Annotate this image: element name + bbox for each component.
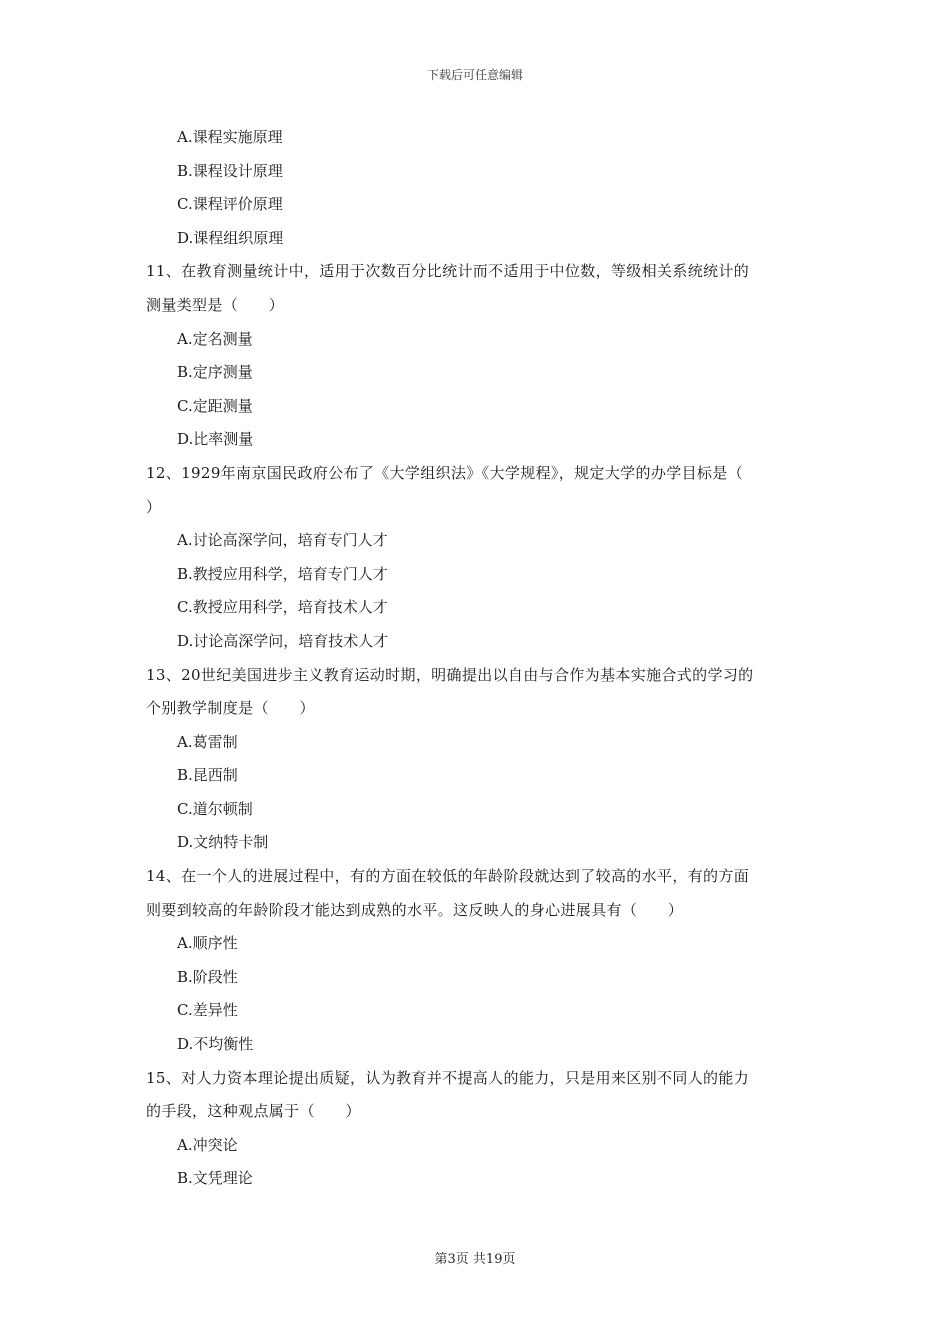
answer-option: C.差异性 (177, 1001, 238, 1020)
question-text: 11、在教育测量统计中，适用于次数百分比统计而不适用于中位数，等级相关系统统计的 (146, 262, 750, 281)
answer-option: B.课程设计原理 (177, 161, 283, 180)
answer-option: A.讨论高深学问，培育专门人才 (177, 531, 388, 550)
answer-option: C.定距测量 (177, 396, 253, 415)
answer-option: A.冲突论 (177, 1135, 238, 1154)
question-text: 测量类型是（ ） (146, 295, 285, 314)
answer-option: C.教授应用科学，培育技术人才 (177, 598, 388, 617)
question-text: 的手段，这种观点属于（ ） (146, 1102, 361, 1121)
answer-option: B.文凭理论 (177, 1169, 253, 1188)
answer-option: B.阶段性 (177, 967, 238, 986)
answer-option: C.课程评价原理 (177, 195, 283, 214)
answer-option: C.道尔顿制 (177, 799, 253, 818)
question-text: 则要到较高的年龄阶段才能达到成熟的水平。这反映人的身心进展具有（ ） (146, 900, 684, 919)
question-text: 13、20世纪美国进步主义教育运动时期，明确提出以自由与合作为基本实施合式的学习的 (146, 665, 754, 684)
question-text: 15、对人力资本理论提出质疑，认为教育并不提高人的能力，只是用来区别不同人的能力 (146, 1068, 750, 1087)
question-text: ） (146, 497, 162, 516)
answer-option: A.葛雷制 (177, 732, 238, 751)
answer-option: A.定名测量 (177, 329, 253, 348)
answer-option: D.讨论高深学问，培育技术人才 (177, 631, 389, 650)
question-text: 14、在一个人的进展过程中，有的方面在较低的年龄阶段就达到了较高的水平，有的方面 (146, 867, 750, 886)
answer-option: B.昆西制 (177, 766, 238, 785)
answer-option: B.定序测量 (177, 363, 253, 382)
answer-option: D.课程组织原理 (177, 228, 284, 247)
answer-option: D.文纳特卡制 (177, 833, 269, 852)
answer-option: A.课程实施原理 (177, 128, 283, 146)
answer-option: B.教授应用科学，培育专门人才 (177, 564, 388, 583)
question-list (146, 121, 811, 1196)
answer-option: D.比率测量 (177, 430, 254, 449)
question-text: 12、1929年南京国民政府公布了《大学组织法》《大学规程》，规定大学的办学目标是（ (146, 463, 743, 482)
page-header: 下载后可任意编辑 (426, 68, 523, 82)
answer-option: D.不均衡性 (177, 1035, 254, 1054)
page-footer: 第3页 共19页 (434, 1252, 516, 1267)
answer-option: A.顺序性 (177, 934, 238, 953)
question-text: 个别教学制度是（ ） (146, 699, 315, 718)
